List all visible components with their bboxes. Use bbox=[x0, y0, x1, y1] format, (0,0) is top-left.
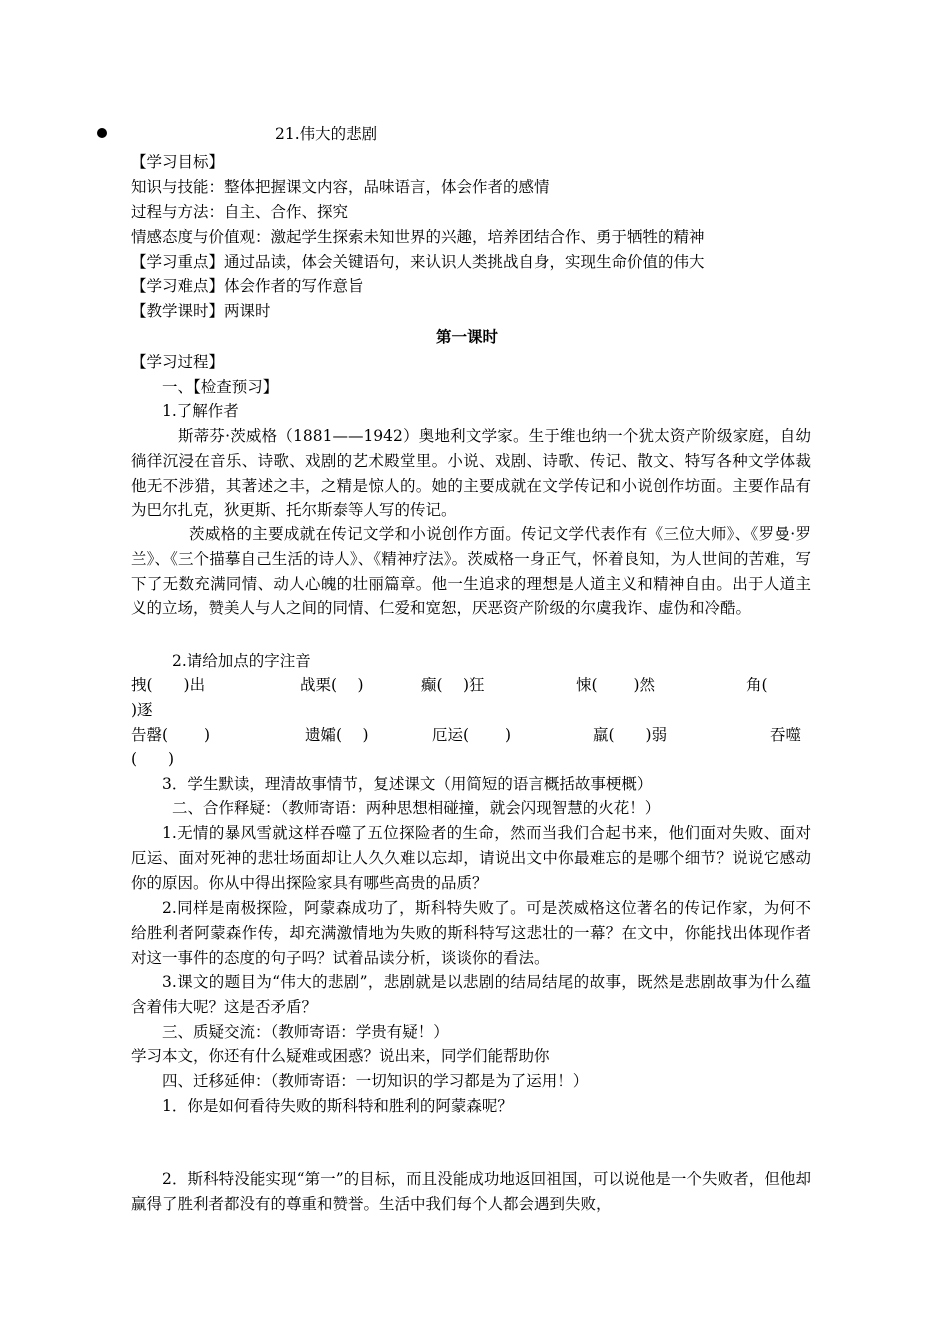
section-1-item-1: 1.了解作者 bbox=[162, 402, 239, 420]
pinyin-item: 癫( )狂 bbox=[421, 676, 485, 694]
section-3-text: 学习本文，你还有什么疑难或困惑？说出来，同学们能帮助你 bbox=[131, 1047, 550, 1065]
section-2-heading: 二、合作释疑：（教师寄语：两种思想相碰撞，就会闪现智慧的火花！） bbox=[172, 799, 661, 817]
section-3-heading: 三、质疑交流：（教师寄语：学贵有疑！） bbox=[162, 1023, 449, 1041]
section-4-question-2: 2．斯科特没能实现“第一”的目标，而且没能成功地返回祖国，可以说他是一个失败者，但他却赢得了胜利者都没有的尊重和赞誉。生活中我们每个人都会遇到失败， bbox=[131, 1170, 811, 1213]
pinyin-item: 悚( )然 bbox=[576, 676, 656, 694]
pinyin-item: 厄运( ) bbox=[432, 726, 512, 744]
hours-line: 【教学课时】两课时 bbox=[131, 302, 271, 320]
pinyin-item: 遗孀( ) bbox=[305, 726, 369, 744]
section-4-heading: 四、迁移延伸：（教师寄语：一切知识的学习都是为了运用！） bbox=[162, 1072, 589, 1090]
section-1-item-3: 3．学生默读，理清故事情节，复述课文（用简短的语言概括故事梗概） bbox=[162, 775, 653, 793]
goal-attitude: 情感态度与价值观：激起学生探索未知世界的兴趣，培养团结合作、勇于牺牲的精神 bbox=[131, 228, 705, 246]
question-2: 2.同样是南极探险，阿蒙森成功了，斯科特失败了。可是茨威格这位著名的传记作家，为何不给胜利者阿蒙森作传，却充满激情地为失败的斯科特写这悲壮的一幕？在文中，你能找出体现作者对这一事件的态度的句子吗？试着品读分析，谈谈你的看法。 bbox=[131, 899, 811, 967]
author-paragraph-2: 茨威格的主要成就在传记文学和小说创作方面。传记文学代表作有《三位大师》、《罗曼·罗兰》、《三个描摹自己生活的诗人》、《精神疗法》。茨威格一身正气，怀着良知，为人世间的苦难，写下了无数充满同情、动人心魄的壮丽篇章。他一生追求的理想是人道主义和精神自由。出于人道主义的立场，赞美人与人之间的同情、仁爱和宽恕，厌恶资产阶级的尔虞我诈、虚伪和冷酷。 bbox=[131, 525, 811, 618]
goal-process: 过程与方法：自主、合作、探究 bbox=[131, 203, 349, 221]
difficulty-line: 【学习难点】体会作者的写作意旨 bbox=[131, 277, 364, 295]
focus-line: 【学习重点】通过品读，体会关键语句，来认识人类挑战自身，实现生命价值的伟大 bbox=[131, 253, 705, 271]
question-1: 1.无情的暴风雪就这样吞噬了五位探险者的生命，然而当我们合起书来，他们面对失败、面对厄运、面对死神的悲壮场面却让人久久难以忘却，请说出文中你最难忘的是哪个细节？说说它感动你的原因。你从中得出探险家具有哪些高贵的品质？ bbox=[131, 824, 811, 892]
pinyin-item: 羸( )弱 bbox=[593, 726, 668, 744]
pinyin-item-continued: ( ) bbox=[131, 750, 175, 768]
process-heading: 【学习过程】 bbox=[131, 353, 225, 371]
pinyin-item: 角( bbox=[746, 676, 768, 694]
goal-knowledge: 知识与技能：整体把握课文内容，品味语言，体会作者的感情 bbox=[131, 178, 550, 196]
pinyin-item: 告罄( ) bbox=[131, 726, 211, 744]
doc-title: 21.伟大的悲剧 bbox=[275, 125, 378, 143]
pinyin-item: 战栗( ) bbox=[300, 676, 364, 694]
section-4-question-1: 1．你是如何看待失败的斯科特和胜利的阿蒙森呢？ bbox=[162, 1097, 513, 1115]
pinyin-item: 拽( )出 bbox=[131, 676, 206, 694]
section-1-heading: 一、【检查预习】 bbox=[162, 378, 279, 396]
pinyin-item-continued: )逐 bbox=[131, 701, 153, 719]
section-1-item-2: 2.请给加点的字注音 bbox=[172, 652, 311, 670]
goals-heading: 【学习目标】 bbox=[131, 153, 225, 171]
question-3: 3.课文的题目为“伟大的悲剧”，悲剧就是以悲剧的结局结尾的故事，既然是悲剧故事为什么蕴含着伟大呢？这是否矛盾？ bbox=[131, 973, 811, 1016]
pinyin-item: 吞噬 bbox=[770, 726, 802, 744]
bullet-icon bbox=[97, 128, 107, 138]
lesson-title: 第一课时 bbox=[436, 327, 499, 346]
author-paragraph-1: 斯蒂芬·茨威格（1881——1942）奥地利文学家。生于维也纳一个犹太资产阶级家庭，自幼徜徉沉浸在音乐、诗歌、戏剧的艺术殿堂里。小说、戏剧、诗歌、传记、散文、特写各种文学体裁他无不涉猎，其著述之丰，之精是惊人的。她的主要成就在文学传记和小说创作坊面。主要作品有为巴尔扎克，狄更斯、托尔斯泰等人写的传记。 bbox=[131, 427, 811, 520]
